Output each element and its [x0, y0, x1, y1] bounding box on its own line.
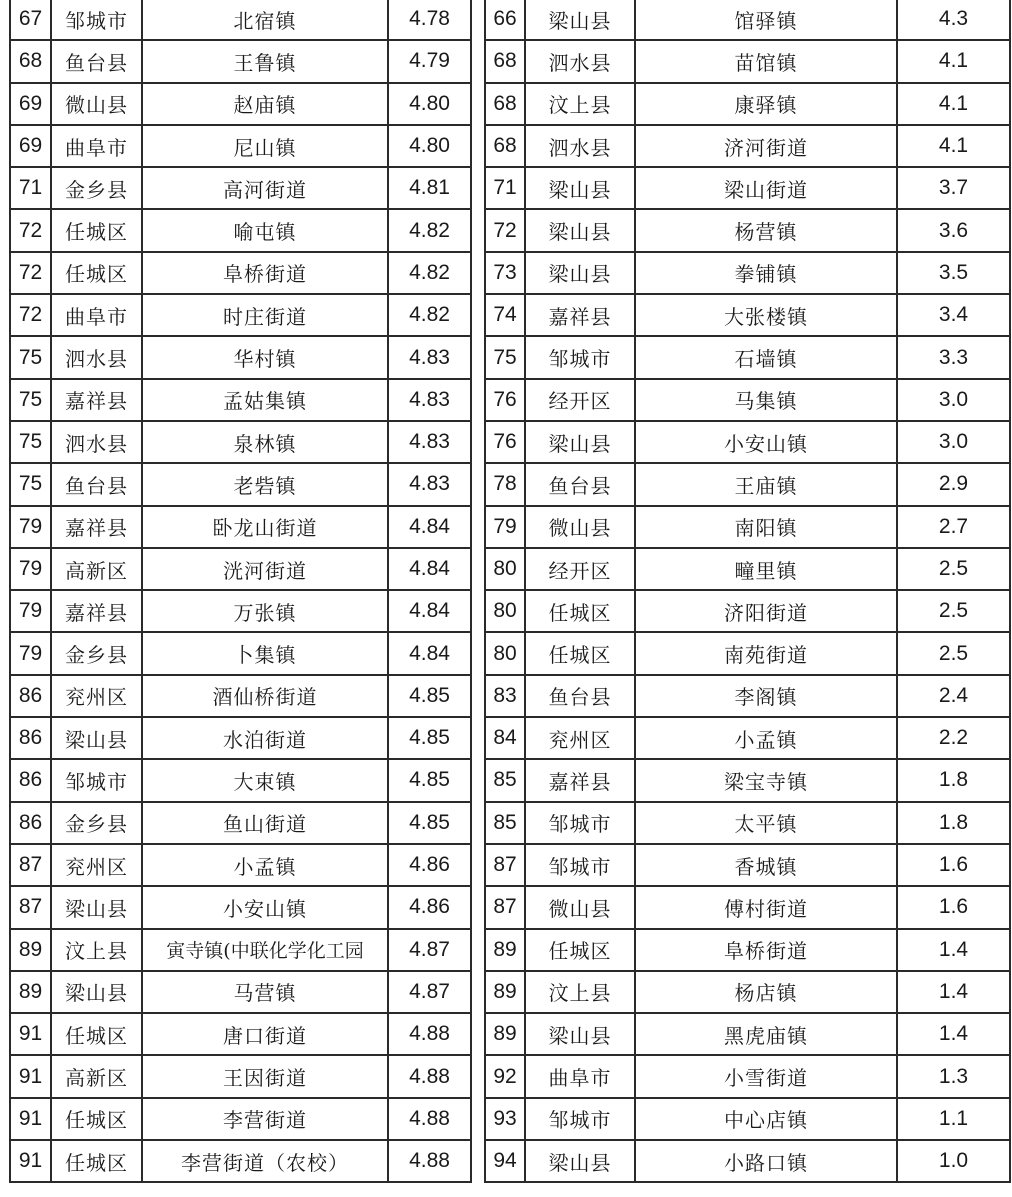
rank-cell: 72	[10, 209, 51, 251]
score-cell: 1.6	[897, 844, 1010, 886]
score-cell: 4.1	[897, 125, 1010, 167]
county-cell: 邹城市	[525, 844, 635, 886]
table-row	[485, 379, 1010, 421]
score-cell: 3.5	[897, 252, 1010, 294]
county-cell: 曲阜市	[525, 1055, 635, 1097]
town-cell: 大张楼镇	[635, 294, 897, 336]
rank-cell: 86	[10, 675, 51, 717]
score-cell: 4.88	[388, 1140, 471, 1182]
county-cell: 汶上县	[525, 971, 635, 1013]
county-cell: 兖州区	[51, 844, 142, 886]
town-cell: 南苑街道	[635, 632, 897, 674]
table-row	[10, 167, 471, 209]
table-row	[10, 252, 471, 294]
county-cell: 任城区	[51, 1013, 142, 1055]
town-cell: 香城镇	[635, 844, 897, 886]
score-cell: 4.82	[388, 209, 471, 251]
table-row	[485, 294, 1010, 336]
score-cell: 2.5	[897, 632, 1010, 674]
table-row	[10, 209, 471, 251]
score-cell: 4.85	[388, 759, 471, 801]
score-cell: 4.79	[388, 40, 471, 82]
table-row	[485, 40, 1010, 82]
county-cell: 邹城市	[525, 336, 635, 378]
county-cell: 高新区	[51, 548, 142, 590]
town-cell: 阜桥街道	[142, 252, 388, 294]
table-row	[485, 463, 1010, 505]
town-cell: 卜集镇	[142, 632, 388, 674]
score-cell: 4.3	[897, 0, 1010, 40]
town-cell: 马集镇	[635, 379, 897, 421]
rank-cell: 76	[485, 379, 525, 421]
table-row	[485, 717, 1010, 759]
town-cell: 水泊街道	[142, 717, 388, 759]
town-cell: 傅村街道	[635, 886, 897, 928]
town-cell: 大束镇	[142, 759, 388, 801]
table-row	[10, 802, 471, 844]
town-cell: 高河街道	[142, 167, 388, 209]
table-row	[10, 844, 471, 886]
right-ranking-table	[484, 0, 1011, 1183]
county-cell: 鱼台县	[51, 463, 142, 505]
score-cell: 4.87	[388, 929, 471, 971]
score-cell: 4.82	[388, 252, 471, 294]
town-cell: 卧龙山街道	[142, 506, 388, 548]
score-cell: 4.86	[388, 886, 471, 928]
table-row	[10, 125, 471, 167]
town-cell: 杨店镇	[635, 971, 897, 1013]
town-cell: 杨营镇	[635, 209, 897, 251]
rank-cell: 69	[10, 125, 51, 167]
town-cell: 寅寺镇(中联化学化工园	[142, 929, 388, 971]
table-row	[485, 886, 1010, 928]
rank-cell: 87	[485, 886, 525, 928]
county-cell: 鱼台县	[525, 675, 635, 717]
town-cell: 李营街道	[142, 1098, 388, 1140]
town-cell: 北宿镇	[142, 0, 388, 40]
score-cell: 3.0	[897, 421, 1010, 463]
county-cell: 邹城市	[525, 802, 635, 844]
rank-cell: 79	[10, 590, 51, 632]
score-cell: 4.82	[388, 294, 471, 336]
score-cell: 1.0	[897, 1140, 1010, 1182]
town-cell: 华村镇	[142, 336, 388, 378]
town-cell: 泉林镇	[142, 421, 388, 463]
table-row	[485, 167, 1010, 209]
county-cell: 嘉祥县	[51, 506, 142, 548]
score-cell: 1.4	[897, 971, 1010, 1013]
town-cell: 尼山镇	[142, 125, 388, 167]
county-cell: 汶上县	[525, 83, 635, 125]
town-cell: 中心店镇	[635, 1098, 897, 1140]
town-cell: 济阳街道	[635, 590, 897, 632]
county-cell: 邹城市	[51, 0, 142, 40]
score-cell: 4.80	[388, 83, 471, 125]
county-cell: 曲阜市	[51, 125, 142, 167]
rank-cell: 66	[485, 0, 525, 40]
score-cell: 4.83	[388, 336, 471, 378]
county-cell: 金乡县	[51, 167, 142, 209]
score-cell: 4.88	[388, 1098, 471, 1140]
county-cell: 嘉祥县	[51, 590, 142, 632]
table-row	[10, 717, 471, 759]
table-row	[10, 1098, 471, 1140]
table-row	[10, 83, 471, 125]
score-cell: 3.6	[897, 209, 1010, 251]
table-row	[10, 463, 471, 505]
town-cell: 黑虎庙镇	[635, 1013, 897, 1055]
town-cell: 小路口镇	[635, 1140, 897, 1182]
county-cell: 梁山县	[51, 886, 142, 928]
score-cell: 2.7	[897, 506, 1010, 548]
county-cell: 曲阜市	[51, 294, 142, 336]
rank-cell: 85	[485, 802, 525, 844]
county-cell: 嘉祥县	[525, 294, 635, 336]
county-cell: 梁山县	[525, 167, 635, 209]
left-table-body	[10, 0, 471, 1182]
score-cell: 2.2	[897, 717, 1010, 759]
town-cell: 王因街道	[142, 1055, 388, 1097]
town-cell: 王庙镇	[635, 463, 897, 505]
score-cell: 4.85	[388, 717, 471, 759]
county-cell: 微山县	[525, 506, 635, 548]
county-cell: 泗水县	[51, 336, 142, 378]
town-cell: 王鲁镇	[142, 40, 388, 82]
score-cell: 4.84	[388, 506, 471, 548]
table-row	[485, 506, 1010, 548]
town-cell: 鱼山街道	[142, 802, 388, 844]
county-cell: 兖州区	[525, 717, 635, 759]
score-cell: 4.1	[897, 40, 1010, 82]
town-cell: 李营街道（农校）	[142, 1140, 388, 1182]
town-cell: 济河街道	[635, 125, 897, 167]
rank-cell: 92	[485, 1055, 525, 1097]
table-row	[10, 1013, 471, 1055]
town-cell: 唐口街道	[142, 1013, 388, 1055]
rank-cell: 89	[10, 971, 51, 1013]
rank-cell: 83	[485, 675, 525, 717]
rank-cell: 80	[485, 632, 525, 674]
rank-cell: 85	[485, 759, 525, 801]
score-cell: 4.85	[388, 802, 471, 844]
table-row	[485, 1013, 1010, 1055]
table-row	[10, 1140, 471, 1182]
rank-cell: 68	[485, 83, 525, 125]
table-row	[10, 590, 471, 632]
rank-cell: 78	[485, 463, 525, 505]
table-row	[485, 548, 1010, 590]
score-cell: 4.83	[388, 463, 471, 505]
county-cell: 经开区	[525, 379, 635, 421]
county-cell: 邹城市	[525, 1098, 635, 1140]
rank-cell: 71	[10, 167, 51, 209]
town-cell: 南阳镇	[635, 506, 897, 548]
table-row	[10, 421, 471, 463]
score-cell: 4.88	[388, 1013, 471, 1055]
score-cell: 1.6	[897, 886, 1010, 928]
table-row	[485, 0, 1010, 40]
county-cell: 任城区	[525, 632, 635, 674]
town-cell: 馆驿镇	[635, 0, 897, 40]
table-row	[10, 294, 471, 336]
town-cell: 疃里镇	[635, 548, 897, 590]
table-row	[10, 506, 471, 548]
county-cell: 嘉祥县	[525, 759, 635, 801]
rank-cell: 86	[10, 802, 51, 844]
county-cell: 鱼台县	[51, 40, 142, 82]
rank-cell: 68	[485, 40, 525, 82]
rank-cell: 86	[10, 759, 51, 801]
rank-cell: 89	[485, 929, 525, 971]
table-row	[10, 379, 471, 421]
town-cell: 小雪街道	[635, 1055, 897, 1097]
rank-cell: 84	[485, 717, 525, 759]
table-row	[10, 336, 471, 378]
rank-cell: 80	[485, 548, 525, 590]
county-cell: 泗水县	[51, 421, 142, 463]
town-cell: 孟姑集镇	[142, 379, 388, 421]
county-cell: 金乡县	[51, 632, 142, 674]
table-row	[485, 971, 1010, 1013]
score-cell: 2.4	[897, 675, 1010, 717]
town-cell: 小安山镇	[635, 421, 897, 463]
town-cell: 喻屯镇	[142, 209, 388, 251]
town-cell: 太平镇	[635, 802, 897, 844]
score-cell: 4.78	[388, 0, 471, 40]
rank-cell: 72	[10, 252, 51, 294]
score-cell: 4.84	[388, 548, 471, 590]
table-row	[485, 1098, 1010, 1140]
score-cell: 3.3	[897, 336, 1010, 378]
rank-cell: 91	[10, 1098, 51, 1140]
table-row	[485, 1055, 1010, 1097]
county-cell: 金乡县	[51, 802, 142, 844]
rank-cell: 74	[485, 294, 525, 336]
score-cell: 3.7	[897, 167, 1010, 209]
county-cell: 鱼台县	[525, 463, 635, 505]
table-row	[10, 929, 471, 971]
table-row	[10, 632, 471, 674]
rank-cell: 91	[10, 1055, 51, 1097]
score-cell: 2.5	[897, 548, 1010, 590]
table-row	[10, 971, 471, 1013]
town-cell: 康驿镇	[635, 83, 897, 125]
rank-cell: 76	[485, 421, 525, 463]
county-cell: 任城区	[51, 1098, 142, 1140]
rank-cell: 71	[485, 167, 525, 209]
county-cell: 兖州区	[51, 675, 142, 717]
table-row	[485, 1140, 1010, 1182]
rank-cell: 79	[485, 506, 525, 548]
rank-cell: 75	[10, 379, 51, 421]
town-cell: 万张镇	[142, 590, 388, 632]
county-cell: 梁山县	[51, 717, 142, 759]
score-cell: 1.4	[897, 929, 1010, 971]
county-cell: 任城区	[51, 209, 142, 251]
county-cell: 嘉祥县	[51, 379, 142, 421]
table-row	[485, 844, 1010, 886]
county-cell: 任城区	[51, 1140, 142, 1182]
score-cell: 4.84	[388, 590, 471, 632]
town-cell: 马营镇	[142, 971, 388, 1013]
score-cell: 3.4	[897, 294, 1010, 336]
score-cell: 1.3	[897, 1055, 1010, 1097]
table-row	[485, 929, 1010, 971]
table-row	[10, 759, 471, 801]
town-cell: 小安山镇	[142, 886, 388, 928]
rank-cell: 87	[10, 844, 51, 886]
score-cell: 4.88	[388, 1055, 471, 1097]
score-cell: 4.85	[388, 675, 471, 717]
rank-cell: 91	[10, 1013, 51, 1055]
county-cell: 梁山县	[525, 421, 635, 463]
table-row	[10, 40, 471, 82]
table-row	[485, 125, 1010, 167]
town-cell: 酒仙桥街道	[142, 675, 388, 717]
score-cell: 1.8	[897, 759, 1010, 801]
table-row	[485, 590, 1010, 632]
town-cell: 拳铺镇	[635, 252, 897, 294]
rank-cell: 87	[10, 886, 51, 928]
county-cell: 微山县	[525, 886, 635, 928]
county-cell: 梁山县	[525, 1140, 635, 1182]
rank-cell: 93	[485, 1098, 525, 1140]
county-cell: 汶上县	[51, 929, 142, 971]
score-cell: 4.81	[388, 167, 471, 209]
score-cell: 4.1	[897, 83, 1010, 125]
rank-cell: 79	[10, 632, 51, 674]
score-cell: 4.84	[388, 632, 471, 674]
town-cell: 时庄街道	[142, 294, 388, 336]
rank-cell: 79	[10, 548, 51, 590]
town-cell: 赵庙镇	[142, 83, 388, 125]
table-row	[10, 0, 471, 40]
score-cell: 1.4	[897, 1013, 1010, 1055]
table-row	[485, 802, 1010, 844]
town-cell: 李阁镇	[635, 675, 897, 717]
score-cell: 4.83	[388, 421, 471, 463]
rank-cell: 75	[10, 421, 51, 463]
rank-cell: 79	[10, 506, 51, 548]
rank-cell: 89	[485, 971, 525, 1013]
rank-cell: 75	[485, 336, 525, 378]
rank-cell: 75	[10, 336, 51, 378]
table-row	[485, 675, 1010, 717]
table-row	[485, 252, 1010, 294]
rank-cell: 80	[485, 590, 525, 632]
score-cell: 1.1	[897, 1098, 1010, 1140]
table-row	[10, 675, 471, 717]
rank-cell: 73	[485, 252, 525, 294]
right-table-body	[485, 0, 1010, 1182]
county-cell: 任城区	[525, 929, 635, 971]
town-cell: 老砦镇	[142, 463, 388, 505]
town-cell: 洸河街道	[142, 548, 388, 590]
town-cell: 石墙镇	[635, 336, 897, 378]
table-row	[485, 421, 1010, 463]
county-cell: 高新区	[51, 1055, 142, 1097]
rank-cell: 72	[485, 209, 525, 251]
left-ranking-table	[9, 0, 472, 1183]
county-cell: 梁山县	[525, 1013, 635, 1055]
town-cell: 小孟镇	[635, 717, 897, 759]
score-cell: 4.83	[388, 379, 471, 421]
rank-cell: 86	[10, 717, 51, 759]
table-row	[10, 886, 471, 928]
score-cell: 1.8	[897, 802, 1010, 844]
table-row	[485, 336, 1010, 378]
rank-cell: 72	[10, 294, 51, 336]
county-cell: 泗水县	[525, 125, 635, 167]
rank-cell: 68	[10, 40, 51, 82]
county-cell: 泗水县	[525, 40, 635, 82]
rank-cell: 94	[485, 1140, 525, 1182]
score-cell: 2.9	[897, 463, 1010, 505]
town-cell: 梁山街道	[635, 167, 897, 209]
county-cell: 邹城市	[51, 759, 142, 801]
town-cell: 梁宝寺镇	[635, 759, 897, 801]
county-cell: 梁山县	[525, 209, 635, 251]
county-cell: 任城区	[525, 590, 635, 632]
county-cell: 梁山县	[525, 0, 635, 40]
rank-cell: 89	[485, 1013, 525, 1055]
table-row	[485, 83, 1010, 125]
town-cell: 小孟镇	[142, 844, 388, 886]
table-row	[10, 1055, 471, 1097]
town-cell: 阜桥街道	[635, 929, 897, 971]
rank-cell: 67	[10, 0, 51, 40]
rank-cell: 89	[10, 929, 51, 971]
rank-cell: 68	[485, 125, 525, 167]
rank-cell: 75	[10, 463, 51, 505]
county-cell: 梁山县	[525, 252, 635, 294]
score-cell: 4.86	[388, 844, 471, 886]
county-cell: 任城区	[51, 252, 142, 294]
town-cell: 苗馆镇	[635, 40, 897, 82]
rank-cell: 91	[10, 1140, 51, 1182]
table-row	[10, 548, 471, 590]
county-cell: 经开区	[525, 548, 635, 590]
table-row	[485, 209, 1010, 251]
county-cell: 微山县	[51, 83, 142, 125]
score-cell: 4.87	[388, 971, 471, 1013]
table-row	[485, 759, 1010, 801]
rank-cell: 87	[485, 844, 525, 886]
county-cell: 梁山县	[51, 971, 142, 1013]
score-cell: 4.80	[388, 125, 471, 167]
score-cell: 3.0	[897, 379, 1010, 421]
table-row	[485, 632, 1010, 674]
score-cell: 2.5	[897, 590, 1010, 632]
rank-cell: 69	[10, 83, 51, 125]
